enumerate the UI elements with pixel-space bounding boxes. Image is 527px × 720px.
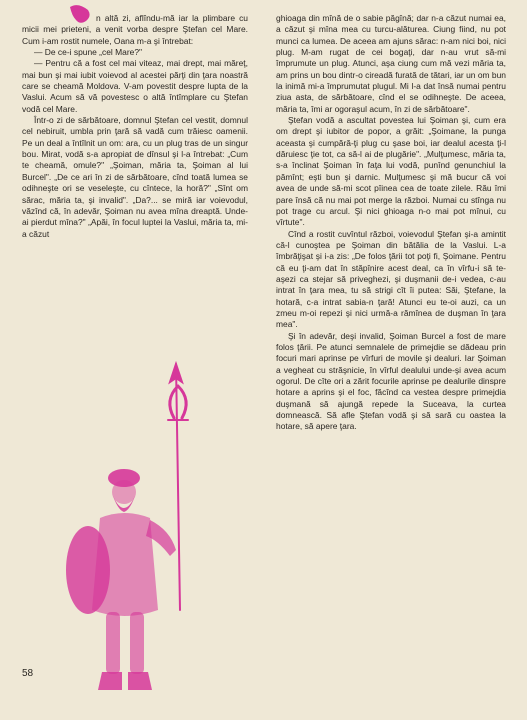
- page-number: 58: [22, 668, 34, 679]
- paragraph: — Pentru că a fost cel mai viteaz, mai drept, mai măreţ, mai bun şi mai iubit voievod al acestei părţi din ţara noastră care se cheamă Moldova. V-am povestit despre lupta de la Vaslui. Acum să vă povestesc o altă întîmplare cu Ştefan vodă cel Mare.: [22, 58, 248, 114]
- soldier-illustration-icon: [58, 360, 208, 700]
- paragraph: Şi în adevăr, deşi invalid, Şoiman Burcel a fost de mare folos ţării. Pe atunci semnalele de primejdie se dădeau prin focuri mari aprinse pe vîrfuri de movile şi dealuri. Iar Şoiman a vegheat cu străşnicie, în vîrful dealului unde-şi avea acum ogorul. De cîte ori a zărit focurile aprinse pe dealurile dinspre hotare a aprins şi el foc, făcînd ca vestea despre primejdia duşmană să ajungă repede la Suceava, la curtea domnească. Să afle Ştefan vodă şi să sară cu oastea la hotare, să apere ţara.: [276, 330, 506, 432]
- paragraph: Cînd a rostit cuvîntul război, voievodul Ştefan şi-a amintit că-l cunoştea pe Şoiman din bătălia de la Vaslui. L-a îmbrăţişat şi i-a zis: „De folos ţării tot poţi fi, Şoimane. Pentru că eu ţi-am dat în stăpînire acest deal, ca în vîrfu-i să te-aşezi ca stejar să priveghezi, şi duşmanii de-i vedea, c-au intrat în ţara mea, tu să strigi cît îi putea: Săi, Ştefane, la hotară, c-a intrat sabia-n ţară! Atunci eu te-oi auzi, ca un zmeu m-oi repezi şi nici urmă-a rămînea de duşman în ţara mea".: [276, 228, 506, 330]
- dropcap-ornament-icon: [68, 4, 92, 24]
- paragraph: Ştefan vodă a ascultat povestea lui Şoiman şi, cum era om drept şi iubitor de popor, a grăit: „Şoimane, la punga aceasta şi cumpără-ţi plug cu şase boi, iar dealul acesta ţi-l dăruiesc ţie tot, ca să-l ai de plugărie". „Mulţumesc, măria ta, s-a înclinat Şoiman în faţa lui vodă, punînd genunchiul la pămînt; eşti bun şi darnic. Mulţumesc şi mă bucur că voi avea de unde să-mi scot pîinea cea de toate zilele. Rău îmi pare însă că nu mai pot merge la război. Numai cu stînga nu pot trage cu arcul. Şi nici ghioaga n-o mai pot mînui, cu vîrtute".: [276, 115, 506, 228]
- right-text-column: [276, 13, 506, 433]
- paragraph: n altă zi, aflîndu-mă iar la plimbare cu micii mei prieteni, a venit vorba despre Ştefan cel Mare. Cum i-am rostit numele, Oana m-a şi întrebat:: [22, 13, 248, 46]
- left-text-column: [22, 13, 248, 240]
- paragraph: ghioaga din mînă de o sabie păgînă; dar n-a căzut numai ea, a căzut şi mîna mea cu turcu-alăturea. Ciung fiind, nu pot munci ca lumea. De aceea am ajuns sărac: n-am nici boi, nici plug. M-am rugat de cei bogaţi, dar n-au vrut să-mi împrumute un plug. Atunci, aşa ciung cum mă vezi măria ta, am prins un bou dintr-o cireadă furată de tătari, iar un om bun la inimă mi-a împrumutat plugul. Mi l-a dat însă numai pentru ziua asta, de sărbătoare, cînd el se odihneşte. De aceea, măria ta, îmi ar ogoraşul acum, în zi de sărbătoare".: [276, 13, 506, 114]
- paragraph: Într-o zi de sărbătoare, domnul Ştefan cel vestit, domnul cel nebiruit, umbla prin ţară să vadă cum trăiesc oamenii. Pe un deal a întîlnit un om: ara, cu un plug tras de un singur bou. Mirat, vodă s-a apropiat de dînsul şi l-a întrebat: „Cum te cheamă, omule?" „Şoiman, măria ta, Şoiman al lui Burcel". „De ce ari în zi de sărbătoare, cînd toată lumea se odihneşte ori se veseleşte, cu cîntece, la horă?" „Sînt om sărac, măria ta, şi invalid". „Da?... se miră iar voievodul, văzînd că, în adevăr, Şoiman nu avea mîna dreaptă. Unde-ai pierdut mîna?" „Apăi, în focul luptei la Vaslui, măria ta, mi-a căzut: [22, 115, 248, 239]
- paragraph: — De ce-i spune „cel Mare?": [34, 47, 143, 58]
